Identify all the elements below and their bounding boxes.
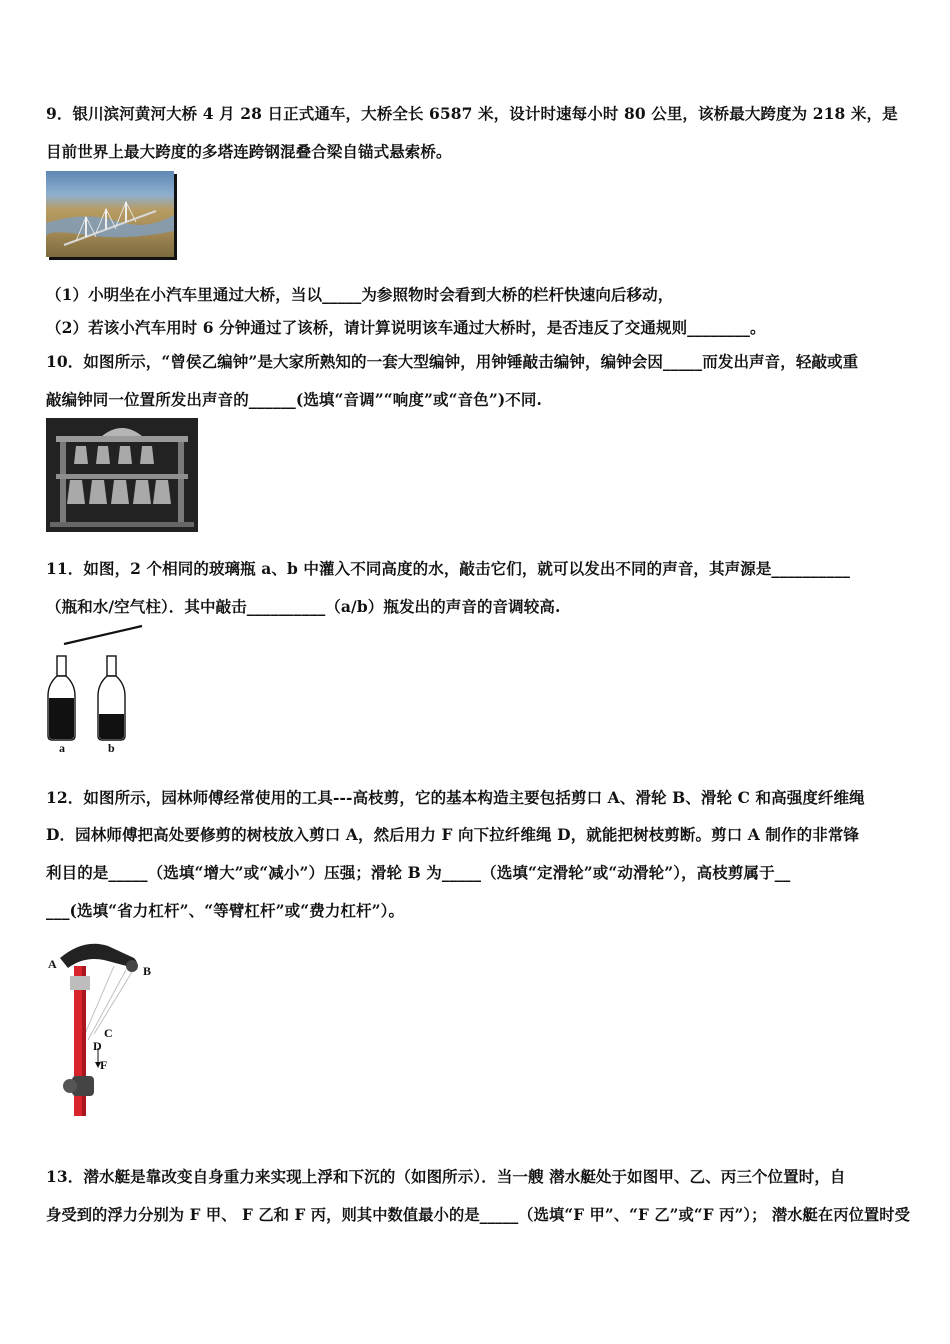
bottle-a-label: a [59, 741, 65, 755]
chime-bells-photo [46, 418, 198, 532]
q12-text-line3: 利目的是_____（选填“增大”或“减小”）压强；滑轮 B 为_____（选填“定滑轮”或“动滑轮”），高枝剪属于__ [46, 863, 791, 882]
shear-blade-icon [60, 944, 137, 968]
bottle-b-label: b [108, 741, 115, 755]
q9-part1: （1）小明坐在小汽车里通过大桥，当以_____为参照物时会看到大桥的栏杆快速向后移动， [46, 285, 674, 304]
stick-icon [64, 626, 142, 644]
q9-text-line1: 9．银川滨河黄河大桥 4 月 28 日正式通车，大桥全长 6587 米，设计时速每小时 80 公里，该桥最大跨度为 218 米，是 [46, 104, 898, 123]
pruner-figure [44, 936, 164, 1118]
bottles-figure [44, 624, 154, 756]
q13-text-line1: 13．潜水艇是靠改变自身重力来实现上浮和下沉的（如图所示）．当一艘 潜水艇处于如图甲、乙、丙三个位置时，自 [46, 1167, 846, 1186]
label-B: B [143, 964, 152, 978]
q11-text-line2: （瓶和水/空气柱）．其中敲击__________（a/b）瓶发出的声音的音调较高. [46, 597, 561, 616]
bottle-a-icon [48, 656, 75, 740]
bridge-photo [46, 171, 174, 257]
q9-part2: （2）若该小汽车用时 6 分钟通过了该桥，请计算说明该车通过大桥时，是否违反了交通规则________。 [46, 318, 766, 337]
q10-text-line1: 10．如图所示，“曾侯乙编钟”是大家所熟知的一套大型编钟，用钟锤敲击编钟，编钟会因_____而发出声音，轻敲或重 [46, 352, 859, 371]
label-A: A [48, 957, 57, 971]
q9-text-line2: 目前世界上最大跨度的多塔连跨钢混叠合梁自锚式悬索桥。 [46, 142, 452, 161]
q13-text-line2: 身受到的浮力分别为 F 甲、 F 乙和 F 丙，则其中数值最小的是_____（选填“F 甲”、“F 乙”或“F 丙”）； 潜水艇在丙位置时受 [46, 1205, 910, 1224]
q12-text-line2: D．园林师傅把高处要修剪的树枝放入剪口 A，然后用力 F 向下拉纤维绳 D，就能把树枝剪断。剪口 A 制作的非常锋 [46, 825, 860, 844]
label-D: D [93, 1039, 102, 1053]
q10-text-line2: 敲编钟同一位置所发出声音的______(选填“音调”“响度”或“音色”)不同. [46, 390, 542, 409]
bottle-b-icon [98, 656, 125, 740]
q12-text-line4: ___(选填“省力杠杆”、“等臂杠杆”或“费力杠杆”）。 [46, 901, 405, 920]
q12-text-line1: 12．如图所示，园林师傅经常使用的工具---高枝剪，它的基本构造主要包括剪口 A、滑轮 B、滑轮 C 和高强度纤维绳 [46, 788, 865, 807]
label-C: C [104, 1026, 113, 1040]
q11-text-line1: 11．如图，2 个相同的玻璃瓶 a、b 中灌入不同高度的水，敲击它们，就可以发出不同的声音，其声源是__________ [46, 559, 850, 578]
label-F: F [100, 1058, 108, 1072]
